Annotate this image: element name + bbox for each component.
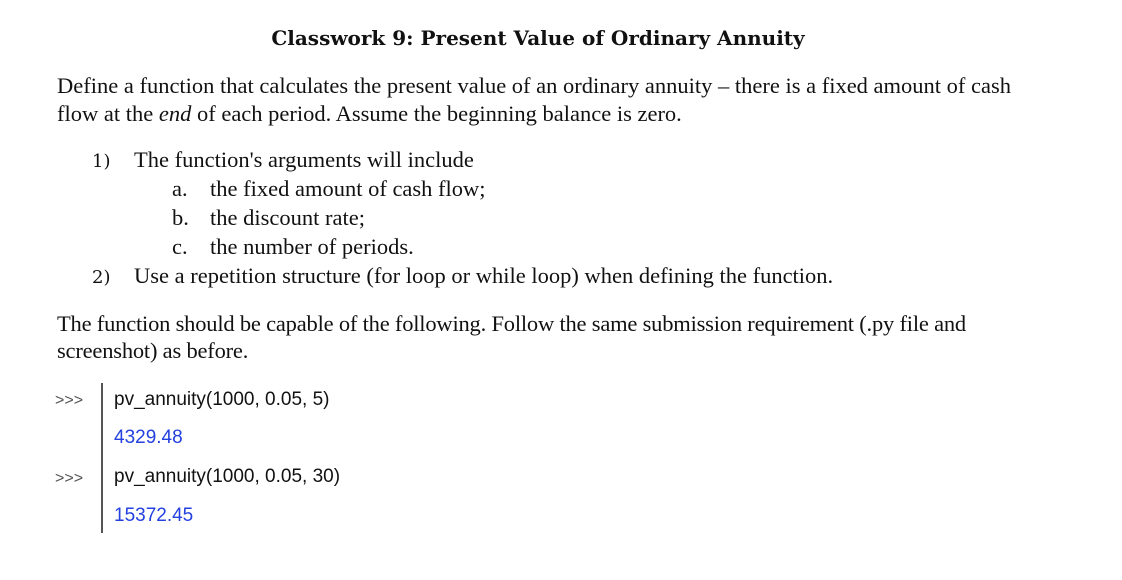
shell-prompt-2: >>> bbox=[55, 470, 84, 487]
shell-output-1: 4329.48 bbox=[114, 427, 183, 448]
sub-item-b bbox=[172, 204, 365, 232]
list-item-1 bbox=[92, 146, 474, 176]
sub-item-c bbox=[172, 233, 414, 261]
sub-item-a bbox=[172, 175, 486, 203]
shell-command-1: pv_annuity(1000, 0.05, 5) bbox=[114, 389, 330, 410]
sub-item-c-letter: c. bbox=[172, 234, 188, 259]
sub-item-a-text: the fixed amount of cash flow; bbox=[210, 176, 486, 201]
requirements-paragraph: The function should be capable of the following. Follow the same submission requirement (.py file and screenshot) as before. bbox=[57, 311, 966, 363]
list-item-2-number: 2) bbox=[92, 267, 111, 288]
list-item-1-number: 1) bbox=[92, 151, 111, 172]
sub-item-b-text: the discount rate; bbox=[210, 205, 365, 230]
shell-command-2: pv_annuity(1000, 0.05, 30) bbox=[114, 466, 341, 487]
sub-item-c-text: the number of periods. bbox=[210, 234, 414, 259]
intro-paragraph bbox=[57, 72, 1057, 128]
python-shell-transcript bbox=[55, 383, 455, 533]
intro-emphasis: end bbox=[158, 101, 192, 126]
list-item-2-text: Use a repetition structure (for loop or while loop) when defining the function. bbox=[134, 263, 834, 288]
shell-output-2: 15372.45 bbox=[114, 505, 194, 526]
sub-item-b-letter: b. bbox=[172, 205, 189, 230]
list-item-1-text: The function's arguments will include bbox=[134, 147, 474, 172]
page-title: Classwork 9: Present Value of Ordinary Annuity bbox=[271, 26, 805, 50]
intro-text-start: Define a function that calculates the present value of an ordinary annuity – there is a fixed amount of cash flow at the bbox=[57, 73, 1012, 126]
shell-prompt-1: >>> bbox=[55, 392, 84, 409]
shell-divider bbox=[101, 383, 103, 533]
list-item-2 bbox=[92, 262, 833, 292]
sub-item-a-letter: a. bbox=[172, 176, 188, 201]
intro-text-end: of each period. Assume the beginning balance is zero. bbox=[191, 101, 682, 126]
